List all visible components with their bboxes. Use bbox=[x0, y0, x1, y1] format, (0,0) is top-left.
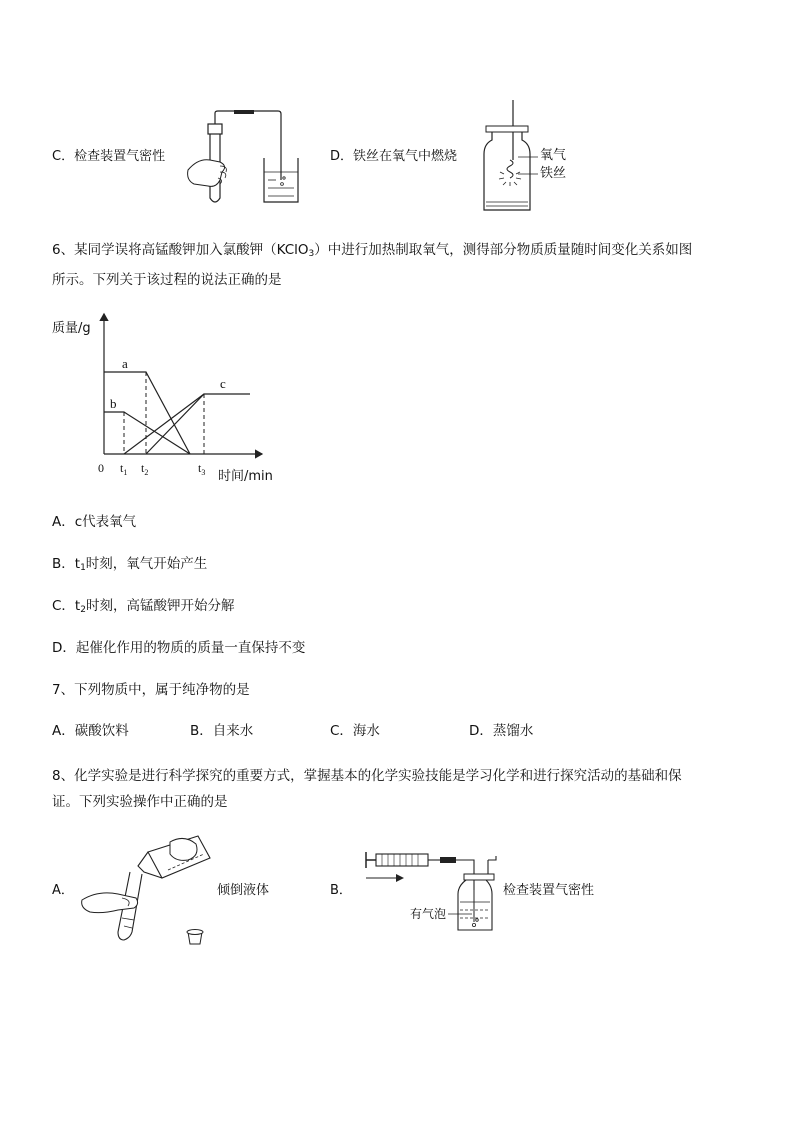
q8-option-b-letter: B． bbox=[330, 883, 352, 898]
q6-stem-line1: 6、某同学误将高锰酸钾加入氯酸钾（KClO bbox=[52, 242, 309, 258]
q8-option-a-text: 倾倒液体 bbox=[217, 883, 270, 898]
bubbles-label: 有气泡 bbox=[410, 907, 447, 921]
series-a-label: a bbox=[122, 356, 128, 371]
q6-option-b-post: 时刻，氧气开始产生 bbox=[85, 556, 208, 572]
q6-stem bbox=[52, 237, 752, 293]
series-b-line bbox=[104, 412, 190, 454]
tick-t2: $t_2$ bbox=[141, 461, 149, 477]
q6-option-b-pre: B．t bbox=[52, 556, 81, 572]
q7-option-d: D．蒸馏水 bbox=[469, 723, 534, 739]
airtightness-test-figure bbox=[178, 110, 308, 210]
q6-option-d: D．起催化作用的物质的质量一直保持不变 bbox=[52, 640, 306, 656]
series-c-label: c bbox=[220, 376, 226, 391]
q5-option-c-text: 检查装置气密性 bbox=[74, 149, 166, 164]
tick-t1: $t_1$ bbox=[120, 461, 128, 477]
q6-stem-subscript: 3 bbox=[308, 249, 315, 259]
iron-label-leaders bbox=[518, 150, 540, 180]
series-c-line bbox=[146, 394, 250, 454]
q6-option-c-pre: C．t bbox=[52, 598, 81, 614]
pouring-liquid-figure bbox=[78, 828, 218, 948]
q6-option-a: A．c代表氧气 bbox=[52, 514, 137, 530]
series-unlabeled-line bbox=[124, 394, 204, 454]
q6-option-b-sub: 1 bbox=[80, 563, 86, 573]
mass-time-chart bbox=[50, 310, 290, 490]
series-a-line bbox=[104, 372, 190, 454]
q5-option-d-letter: D． bbox=[330, 149, 354, 164]
q8-stem-line2: 证。下列实验操作中正确的是 bbox=[52, 794, 228, 810]
tick-t3: $t_3$ bbox=[198, 461, 206, 477]
q6-option-b bbox=[52, 555, 207, 577]
q7-option-a: A．碳酸饮料 bbox=[52, 723, 129, 739]
q6-option-c-sub: 2 bbox=[80, 605, 86, 615]
q6-option-c-post: 时刻，高锰酸钾开始分解 bbox=[85, 598, 235, 614]
q5-option-d-text: 铁丝在氧气中燃烧 bbox=[353, 149, 458, 164]
q5-option-c bbox=[52, 148, 165, 166]
q7-option-b: B．自来水 bbox=[190, 723, 254, 739]
q8-stem bbox=[52, 763, 762, 815]
series-b-label: b bbox=[110, 396, 117, 411]
q6-option-c bbox=[52, 597, 234, 619]
y-axis-label: 质量/g bbox=[52, 321, 91, 336]
origin-label: 0 bbox=[98, 461, 104, 475]
q8-option-b-text: 检查装置气密性 bbox=[503, 883, 595, 898]
q6-stem-line1-end: ）中进行加热制取氧气，测得部分物质质量随时间变化关系如图 bbox=[314, 242, 693, 258]
oxygen-label: 氧气 bbox=[540, 148, 567, 163]
x-axis-label: 时间/min bbox=[218, 469, 273, 484]
q8-stem-line1: 8、化学实验是进行科学探究的重要方式，掌握基本的化学实验技能是学习化学和进行探究活动的基础和保 bbox=[52, 768, 682, 784]
q5-option-d bbox=[330, 148, 457, 166]
q7-stem: 7、下列物质中，属于纯净物的是 bbox=[52, 682, 250, 698]
q5-option-c-letter: C． bbox=[52, 149, 75, 164]
q7-option-c: C．海水 bbox=[330, 723, 380, 739]
q6-stem-line2: 所示。下列关于该过程的说法正确的是 bbox=[52, 272, 282, 288]
q8-option-a-letter: A． bbox=[52, 883, 74, 898]
iron-wire-label: 铁丝 bbox=[540, 166, 567, 181]
